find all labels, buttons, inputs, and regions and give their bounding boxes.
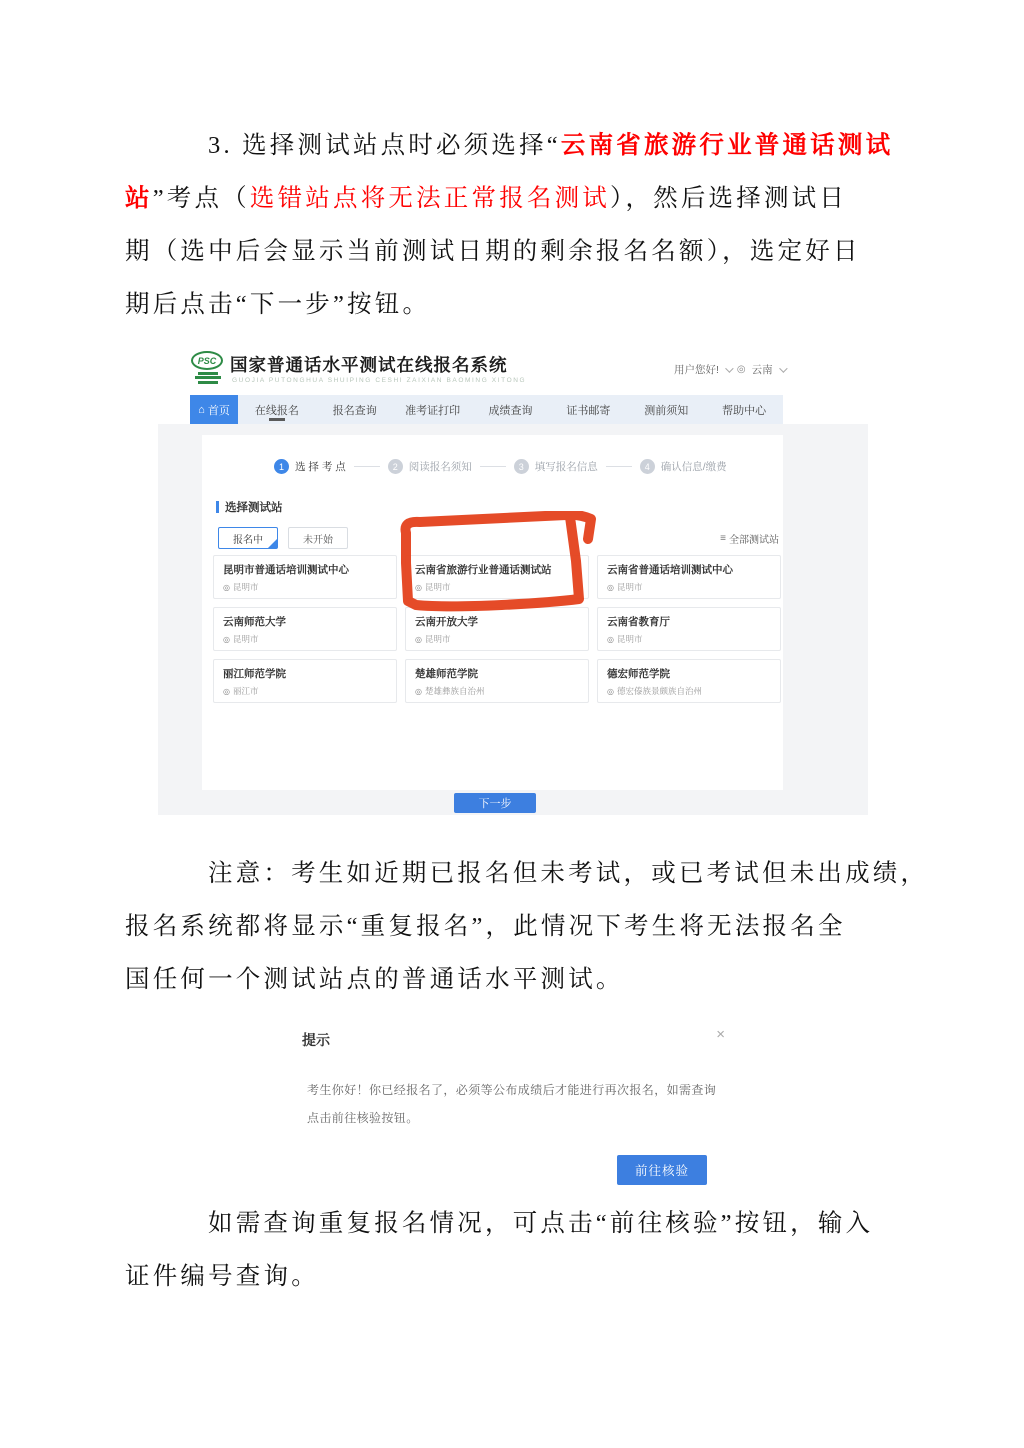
station-card[interactable] <box>405 607 589 651</box>
location-pin-icon: ◎ <box>415 686 422 696</box>
station-city: 昆明市 <box>616 582 643 592</box>
step-label: 确认信息/缴费 <box>660 461 727 473</box>
nav-item-score-query[interactable]: 成绩查询 <box>488 404 533 417</box>
section-title-text: 选择测试站 <box>225 502 283 514</box>
progress-stepper <box>274 459 727 474</box>
step-confirm-pay <box>640 459 727 474</box>
p1-text: 3. 选择测试站点时必须选择“ <box>208 132 561 159</box>
paragraph-line: 证件编号查询。 <box>125 1263 319 1290</box>
nav-item-online-registration[interactable]: 在线报名 <box>238 395 316 424</box>
site-subtitle-pinyin: GUOJIA PUTONGHUA SHUIPING CESHI ZAIXIAN BAOMING XITONG <box>232 377 527 384</box>
station-city: 德宏傣族景颇族自治州 <box>616 686 702 696</box>
all-stations-link[interactable] <box>720 531 779 546</box>
station-city: 丽江市 <box>232 686 259 696</box>
section-title-select-station <box>216 499 283 515</box>
station-card[interactable] <box>597 607 781 651</box>
station-name: 楚雄师范学院 <box>415 668 478 680</box>
psc-logo-text: PSC <box>191 351 223 370</box>
step-number: 3 <box>514 459 529 474</box>
p1-text: ”考点（ <box>152 185 250 212</box>
station-card[interactable] <box>213 659 397 703</box>
paragraph-line: 报名系统都将显示“重复报名”，此情况下考生将无法报名全 <box>125 913 846 940</box>
list-icon: ≡ <box>720 533 726 544</box>
registration-site-screenshot <box>158 345 868 815</box>
filter-open-registration[interactable]: 报名中 <box>218 527 278 549</box>
location-pin-icon: ◎ <box>736 364 746 375</box>
step-read-notice <box>388 459 472 474</box>
location-pin-icon: ◎ <box>223 634 230 644</box>
location-pin-icon: ◎ <box>415 582 422 592</box>
station-name: 丽江师范学院 <box>223 668 286 680</box>
step-label: 选 择 考 点 <box>295 461 346 473</box>
step-fill-info <box>514 459 598 474</box>
station-name: 昆明市普通话培训测试中心 <box>223 564 349 576</box>
paragraph-line: 注意：考生如近期已报名但未考试，或已考试但未出成绩， <box>208 860 929 887</box>
station-name: 云南师范大学 <box>223 616 286 628</box>
station-card[interactable] <box>213 555 397 599</box>
location-pin-icon: ◎ <box>607 686 614 696</box>
station-city: 昆明市 <box>616 634 643 644</box>
p1-text: ），然后选择测试日 <box>610 185 848 212</box>
paragraph-verify <box>125 1197 905 1303</box>
site-title: 国家普通话水平测试在线报名系统 <box>230 355 508 375</box>
all-stations-label: 全部测试站 <box>729 535 779 546</box>
step-label: 阅读报名须知 <box>408 461 472 473</box>
filter-not-started[interactable]: 未开始 <box>288 527 348 549</box>
paragraph-line <box>125 172 905 225</box>
station-name: 云南省普通话培训测试中心 <box>607 564 733 576</box>
user-greeting[interactable]: 用户您好! <box>674 364 719 376</box>
step-number: 4 <box>640 459 655 474</box>
duplicate-registration-dialog-screenshot <box>285 1018 735 1190</box>
chevron-down-icon[interactable] <box>725 364 733 372</box>
region-selector[interactable]: 云南 <box>751 364 773 376</box>
station-city: 昆明市 <box>232 582 259 592</box>
close-icon[interactable]: × <box>716 1026 725 1043</box>
station-card[interactable] <box>597 659 781 703</box>
station-city: 昆明市 <box>424 582 451 592</box>
p1-highlight-red: 选错站点将无法正常报名测试 <box>249 185 610 212</box>
site-header <box>158 345 868 395</box>
location-pin-icon: ◎ <box>415 634 422 644</box>
station-card[interactable] <box>597 555 781 599</box>
dialog-body-line: 点击前往核验按钮。 <box>307 1111 419 1125</box>
nav-item-help-center[interactable]: 帮助中心 <box>722 404 767 417</box>
go-verify-button[interactable]: 前往核验 <box>617 1155 707 1185</box>
nav-item-home[interactable] <box>190 395 238 424</box>
next-step-button[interactable]: 下一步 <box>454 793 536 813</box>
nav-home-label: 首页 <box>207 404 230 417</box>
p1-highlight-red-bold: 云南省旅游行业普通话测试 <box>560 132 894 159</box>
station-card[interactable] <box>405 659 589 703</box>
step-number: 1 <box>274 459 289 474</box>
step-number: 2 <box>388 459 403 474</box>
step-connector <box>480 466 506 467</box>
station-card-grid <box>213 555 775 703</box>
location-pin-icon: ◎ <box>607 634 614 644</box>
home-icon: ⌂ <box>198 403 205 416</box>
paragraph-step3 <box>125 119 905 331</box>
step-label: 填写报名信息 <box>534 461 598 473</box>
nav-item-registration-query[interactable]: 报名查询 <box>332 404 377 417</box>
paragraph-line: 国任何一个测试站点的普通话水平测试。 <box>125 966 624 993</box>
dialog-body-line: 考生你好！你已经报名了，必须等公布成绩后才能进行再次报名，如需查询 <box>307 1083 717 1097</box>
nav-item-certificate-mailing[interactable]: 证书邮寄 <box>566 404 611 417</box>
station-name: 云南省旅游行业普通话测试站 <box>415 564 552 576</box>
station-name: 云南省教育厅 <box>607 616 670 628</box>
site-body <box>158 424 868 815</box>
nav-item-admission-ticket-print[interactable]: 准考证打印 <box>405 404 461 417</box>
paragraph-line: 如需查询重复报名情况，可点击“前往核验”按钮，输入 <box>208 1210 874 1237</box>
chevron-down-icon[interactable] <box>779 364 787 372</box>
paragraph-line: 期后点击“下一步”按钮。 <box>125 291 431 318</box>
psc-logo <box>191 351 225 389</box>
step-connector <box>354 466 380 467</box>
site-navbar <box>190 395 783 424</box>
step-connector <box>606 466 632 467</box>
paragraph-line <box>125 119 905 172</box>
station-name: 云南开放大学 <box>415 616 478 628</box>
step-select-site <box>274 459 346 474</box>
station-card-target[interactable] <box>405 555 589 599</box>
psc-logo-bars <box>191 372 225 384</box>
nav-item-pretest-notice[interactable]: 测前须知 <box>644 404 689 417</box>
location-pin-icon: ◎ <box>223 686 230 696</box>
paragraph-line: 期（选中后会显示当前测试日期的剩余报名名额），选定好日 <box>125 238 861 265</box>
location-pin-icon: ◎ <box>607 582 614 592</box>
station-city: 楚雄彝族自治州 <box>424 686 485 696</box>
station-city: 昆明市 <box>424 634 451 644</box>
paragraph-note <box>125 847 929 1006</box>
content-panel <box>202 435 783 790</box>
section-title-bar <box>216 501 219 513</box>
station-name: 德宏师范学院 <box>607 668 670 680</box>
p1-highlight-red-bold: 站 <box>125 185 153 212</box>
dialog-title: 提示 <box>302 1032 330 1048</box>
dialog-body <box>307 1076 717 1132</box>
location-pin-icon: ◎ <box>223 582 230 592</box>
station-card[interactable] <box>213 607 397 651</box>
station-city: 昆明市 <box>232 634 259 644</box>
